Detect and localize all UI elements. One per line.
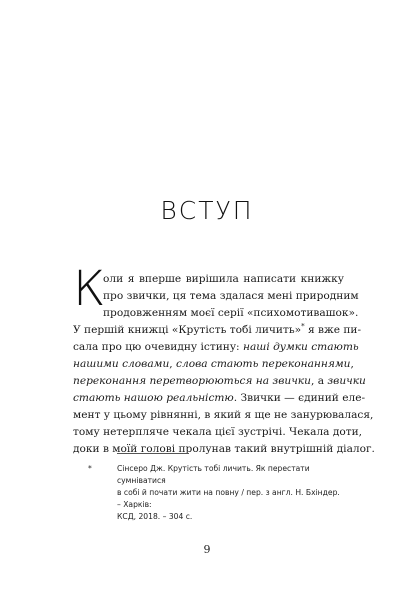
footnote-line: КСД, 2018. – 304 с. [117, 512, 193, 521]
italic-run: стають нашою реальністю [73, 392, 234, 404]
footnote-reference: * [301, 322, 305, 331]
paragraph-line [73, 441, 375, 458]
drop-cap-letter: К [73, 261, 106, 317]
paragraph-line [73, 322, 362, 339]
paragraph-line [73, 339, 359, 356]
footnote [88, 463, 344, 523]
text-run: , [169, 358, 177, 370]
italic-run: слова стають переконаннями [176, 358, 351, 370]
footnote-line: Сінсеро Дж. Крутість тобі личить. Як перестати сумніватися [117, 464, 310, 485]
text-run: оли я вперше вирішила написати книжку [103, 273, 344, 285]
page-number: 9 [203, 543, 211, 556]
text-run: У першій книжці «Крутість тобі личить» [73, 324, 302, 336]
footnote-divider [117, 453, 189, 454]
paragraph-line [73, 424, 363, 441]
text-run: тому нетерпляче чекала цієї зустрічі. Чекала доти, [73, 426, 363, 438]
text-run: , а [310, 375, 328, 387]
italic-run: нашими словами [73, 358, 170, 370]
text-run: продовженням моєї серії «психомотивашок». [103, 307, 359, 319]
italic-run: наші думки стають [243, 341, 359, 353]
text-run: . Звички — єдиний еле- [233, 392, 366, 404]
text-run: доки в моїй голові пролунав такий внутрішній діалог. [73, 443, 375, 455]
text-run: я вже пи- [304, 324, 362, 336]
chapter-title: ВСТУП [160, 196, 254, 225]
text-run: , [350, 358, 354, 370]
footnote-line: в собі й почати жити на повну / пер. з англ. Н. Бхіндер. – Харків: [117, 488, 340, 509]
paragraph-line [73, 373, 366, 390]
text-run: сала про цю очевидну істину: [73, 341, 243, 353]
paragraph-line [73, 390, 366, 407]
intro-paragraph [73, 271, 375, 458]
text-run: про звички, ця тема здалася мені природним [103, 290, 359, 302]
italic-run: переконання перетворюються на звички [73, 375, 311, 387]
paragraph-line [73, 305, 359, 322]
paragraph-line [73, 356, 354, 373]
paragraph-line [73, 407, 374, 424]
paragraph-line [73, 288, 359, 305]
footnote-mark: * [88, 464, 92, 473]
italic-run: звички [327, 375, 366, 387]
text-run: мент у цьому рівнянні, в який я ще не занурювалася, [73, 409, 374, 421]
paragraph-line [73, 271, 344, 288]
